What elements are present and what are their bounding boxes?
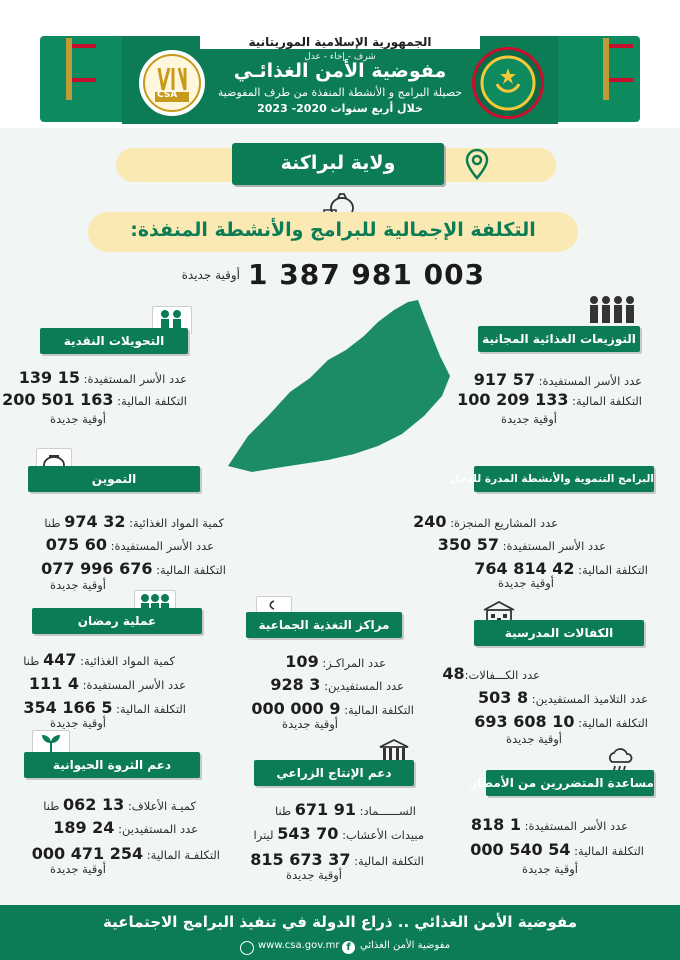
section-rain-title: مساعدة المتضررين من الأمطار xyxy=(486,770,654,796)
school-row-3-label: التكلفة المالية: xyxy=(578,716,648,730)
ramadan-row-2-value: 4 111 xyxy=(28,674,79,693)
ramadan-row-1-label: كمية المواد الغذائية: xyxy=(80,654,175,668)
nutrition-row-3 xyxy=(251,699,414,718)
nutrition-row-3-label: التكلفة المالية: xyxy=(344,703,414,717)
development-row-1-label: عدد المشاريع المنجزة: xyxy=(450,516,558,530)
footer-slogan: مفوضية الأمن الغذائي .. ذراع الدولة في تنفيذ البرامج الاجتماعية xyxy=(103,913,577,931)
school-row-1 xyxy=(442,664,540,683)
rain-row-1-label: عدد الأسر المستفيدة: xyxy=(524,819,628,833)
development-row-2-label: عدد الأسر المستفيدة: xyxy=(502,539,606,553)
school-row-3 xyxy=(474,712,648,731)
flag-right-icon xyxy=(609,44,633,82)
section-agriculture-title: دعم الإنتاج الزراعي xyxy=(254,760,414,786)
nutrition-row-3-value: 9 000 000 xyxy=(251,699,341,718)
ramadan-row-1 xyxy=(23,650,175,669)
school-row-1-label: عدد الكـــفالات: xyxy=(464,668,540,682)
globe-icon xyxy=(240,941,254,955)
agency-title: مفوضية الأمن الغذائـي xyxy=(233,60,447,82)
nutrition-row-1-value: 109 xyxy=(285,652,319,671)
cash-row-2-value: 163 501 200 xyxy=(2,390,114,409)
agriculture-row-3-value: 37 673 815 xyxy=(250,850,351,869)
flag-left-icon xyxy=(72,44,96,82)
cash-row-1-value: 15 139 xyxy=(18,368,80,387)
school-row-2-label: عدد التلاميذ المستفيدين: xyxy=(531,692,648,706)
cash-row-2 xyxy=(2,390,187,409)
section-ramadan-title: عملية رمضان xyxy=(32,608,202,634)
ramadan-unit: أوقية جديدة xyxy=(50,716,106,730)
nutrition-row-1 xyxy=(285,652,386,671)
ramadan-row-3-value: 5 166 354 xyxy=(23,698,113,717)
livestock-row-1-value: 13 062 xyxy=(63,795,125,814)
wilaya-name: ولاية لبراكنة xyxy=(280,152,396,174)
agriculture-row-1-suffix: طنا xyxy=(274,804,292,818)
section-livestock-title: دعم الثروة الحيوانية xyxy=(24,752,200,778)
supply-row-1-value: 32 974 xyxy=(64,512,126,531)
total-value: 1 387 981 003 xyxy=(248,258,486,291)
rain-unit: أوقية جديدة xyxy=(522,862,578,876)
agriculture-row-2 xyxy=(254,824,424,843)
supply-unit: أوقية جديدة xyxy=(50,578,106,592)
agriculture-row-1-value: 91 671 xyxy=(294,800,357,819)
school-row-2 xyxy=(478,688,648,707)
rain-row-2 xyxy=(470,840,644,859)
nutrition-row-1-label: عدد المراكـز: xyxy=(322,656,386,670)
supply-row-2-value: 60 075 xyxy=(45,535,107,554)
location-pin-icon xyxy=(466,149,488,183)
header-subtitle-1: حصيلة البرامج و الأنشطة المنفذة من طرف المفوضية xyxy=(217,86,463,99)
cash-row-2-label: التكلفة المالية: xyxy=(117,394,187,408)
people-icon xyxy=(586,294,636,330)
free-food-row-1-label: عدد الأسر المستفيدة: xyxy=(538,374,642,388)
rain-row-2-label: التكلفة المالية: xyxy=(574,844,644,858)
nutrition-unit: أوقية جديدة xyxy=(282,717,338,731)
supply-row-3-value: 676 996 077 xyxy=(41,559,153,578)
agriculture-row-2-value: 70 543 xyxy=(277,824,339,843)
nutrition-row-2-label: عدد المستفيدين: xyxy=(324,679,404,693)
wilaya-map-icon xyxy=(218,296,458,480)
development-row-1-value: 240 xyxy=(413,512,447,531)
development-row-3-value: 42 814 764 xyxy=(474,559,575,578)
livestock-unit: أوقية جديدة xyxy=(50,862,106,876)
school-unit: أوقية جديدة xyxy=(506,732,562,746)
rain-row-2-value: 54 540 000 xyxy=(470,840,571,859)
school-row-3-value: 10 608 693 xyxy=(474,712,575,731)
development-row-2-value: 57 350 xyxy=(437,535,499,554)
agriculture-row-1 xyxy=(275,800,416,819)
agriculture-row-2-suffix: ليترا xyxy=(253,828,274,842)
livestock-row-3 xyxy=(32,844,220,863)
agriculture-row-2-label: مبيدات الأعشاب: xyxy=(342,828,424,842)
cash-row-1-label: عدد الأسر المستفيدة: xyxy=(83,372,187,386)
free-food-row-1 xyxy=(474,370,642,389)
livestock-row-2-label: عدد المستفيدين: xyxy=(118,822,198,836)
supply-row-2-label: عدد الأسر المستفيدة: xyxy=(110,539,214,553)
supply-row-1 xyxy=(44,512,224,531)
supply-row-3 xyxy=(41,559,226,578)
livestock-row-2-value: 24 189 xyxy=(53,818,115,837)
footer-facebook[interactable]: مفوضية الأمن الغذائي xyxy=(360,940,451,951)
section-nutrition-title: مراكز التغذية الجماعية xyxy=(246,612,402,638)
republic-motto: شرف - إخاء - عدل xyxy=(304,52,376,62)
total-unit: أوقية جديدة xyxy=(181,268,240,282)
ramadan-row-1-value: 447 xyxy=(43,650,77,669)
section-school-title: الكفالات المدرسية xyxy=(474,620,644,646)
free-food-row-2 xyxy=(457,390,642,409)
total-label: التكلفة الإجمالية للبرامج والأنشطة المنفذة: xyxy=(130,219,536,241)
agriculture-unit: أوقية جديدة xyxy=(286,868,342,882)
header-subtitle-2: خلال أربع سنوات 2020- 2023 xyxy=(257,102,423,115)
agriculture-row-3 xyxy=(250,850,424,869)
agriculture-row-3-label: التكلفة المالية: xyxy=(354,854,424,868)
ramadan-row-2-label: عدد الأسر المستفيدة: xyxy=(82,678,186,692)
development-row-2 xyxy=(438,535,606,554)
school-row-1-value: 48 xyxy=(442,664,465,683)
ramadan-row-3-label: التكلفة المالية: xyxy=(116,702,186,716)
republic-name: الجمهورية الإسلامية الموريتانية xyxy=(200,35,480,49)
supply-row-3-label: التكلفة المالية: xyxy=(156,563,226,577)
nutrition-row-2-value: 3 928 xyxy=(270,675,321,694)
development-row-1 xyxy=(413,512,558,531)
ramadan-row-1-suffix: طنا xyxy=(23,654,40,668)
free-food-row-2-label: التكلفة المالية: xyxy=(572,394,642,408)
free-food-row-2-value: 133 209 100 xyxy=(457,390,569,409)
livestock-row-3-label: التكلفـة المالية: xyxy=(146,848,220,862)
free-food-row-1-value: 57 917 xyxy=(473,370,535,389)
livestock-row-1-suffix: طنا xyxy=(43,799,60,813)
section-free-food-title: التوزيعات الغذائية المجانية xyxy=(478,326,640,352)
supply-row-1-suffix: طنا xyxy=(44,516,61,530)
cash-unit: أوقية جديدة xyxy=(50,412,106,426)
rain-row-1-value: 1 818 xyxy=(470,815,521,834)
ramadan-row-3 xyxy=(23,698,186,717)
footer-website[interactable]: www.csa.gov.mr xyxy=(258,940,340,951)
agriculture-row-1-label: الســــــماد: xyxy=(359,804,416,818)
development-row-3-label: التكلفة المالية: xyxy=(578,563,648,577)
section-cash-title: التحويلات النقدية xyxy=(40,328,188,354)
free-food-unit: أوقية جديدة xyxy=(501,412,557,426)
livestock-row-1 xyxy=(43,795,196,814)
livestock-row-2 xyxy=(53,818,198,837)
section-supply-title: التموين xyxy=(28,466,200,492)
nutrition-row-2 xyxy=(270,675,404,694)
school-row-2-value: 8 503 xyxy=(477,688,529,707)
ramadan-row-2 xyxy=(29,674,186,693)
rain-row-1 xyxy=(471,815,628,834)
facebook-icon[interactable]: f xyxy=(342,941,355,954)
development-unit: أوقية جديدة xyxy=(498,576,554,590)
supply-row-2 xyxy=(46,535,214,554)
csa-logo-text: CSA xyxy=(157,90,178,100)
supply-row-1-label: كمية المواد الغذائية: xyxy=(129,516,224,530)
livestock-row-3-value: 254 471 000 xyxy=(31,844,144,863)
cash-row-1 xyxy=(19,368,187,387)
livestock-row-1-label: كميـة الأعلاف: xyxy=(127,799,196,813)
section-development-title: البرامج التنموية والأنشطة المدرة للدخل xyxy=(474,466,654,492)
